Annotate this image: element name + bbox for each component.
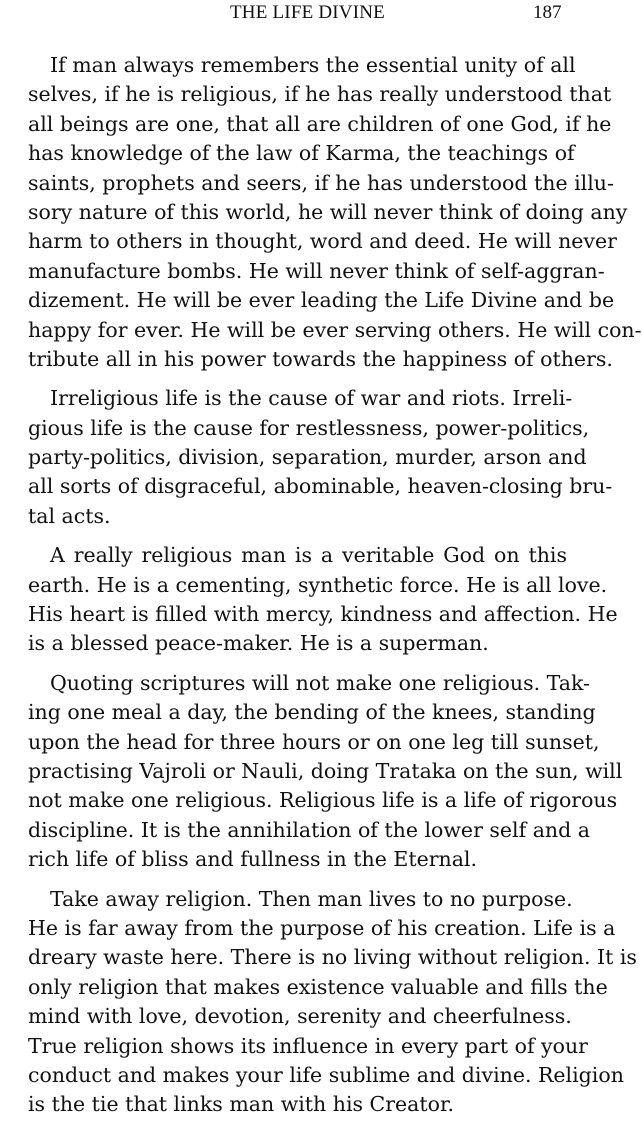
text-line: Irreligious life is the cause of war and riots. Irreli-	[50, 386, 573, 411]
text-line: selves, if he is religious, if he has really understood that	[28, 82, 612, 107]
body-text	[28, 51, 642, 1130]
text-line: party-politics, division, separation, murder, arson and	[28, 445, 587, 470]
text-line: tal acts.	[28, 503, 111, 528]
text-line: sory nature of this world, he will never think of doing any	[28, 199, 628, 224]
text-line: practising Vajroli or Nauli, doing Trataka on the sun, will	[28, 758, 623, 783]
text-line: gious life is the cause for restlessness, power-politics,	[28, 415, 590, 440]
text-line: If man always remembers the essential unity of all	[50, 53, 576, 77]
text-line: saints, prophets and seers, if he has understood the illu-	[28, 170, 614, 195]
text-line: only religion that makes existence valuable and fills the	[28, 974, 608, 999]
text-line: Take away religion. Then man lives to no purpose.	[50, 886, 573, 911]
text-line: True religion shows its influence in every part of your	[28, 1033, 588, 1058]
text-line: has knowledge of the law of Karma, the teachings of	[28, 141, 575, 166]
paragraph-1	[28, 51, 642, 374]
text-line: He is far away from the purpose of his creation. Life is a	[28, 915, 616, 940]
text-line: all sorts of disgraceful, abominable, heaven-closing bru-	[28, 474, 613, 499]
paragraph-2	[28, 384, 613, 531]
text-line: harm to others in thought, word and deed. He will never	[28, 229, 617, 254]
text-line: conduct and makes your life sublime and divine. Religion	[28, 1062, 624, 1087]
text-line: ing one meal a day, the bending of the knees, standing	[28, 700, 596, 725]
page-number: 187	[533, 2, 562, 23]
running-head	[0, 0, 600, 30]
text-line: happy for ever. He will be ever serving others. He will con-	[28, 317, 642, 342]
text-line: mind with love, devotion, serenity and cheerfulness.	[28, 1004, 572, 1029]
text-line: discipline. It is the annihilation of the lower self and a	[28, 817, 590, 842]
text-line: A really religious man is a veritable God on this	[50, 543, 567, 568]
text-line: upon the head for three hours or on one leg till sunset,	[28, 729, 600, 754]
text-line: dizement. He will be ever leading the Life Divine and be	[28, 288, 615, 313]
paragraph-3	[28, 541, 618, 659]
text-line: dreary waste here. There is no living without religion. It is	[28, 945, 637, 970]
running-title: THE LIFE DIVINE	[230, 2, 385, 23]
text-line: tribute all in his power towards the happiness of others.	[28, 346, 613, 371]
text-line: all beings are one, that all are children of one God, if he	[28, 111, 612, 136]
paragraph-5	[28, 885, 637, 1120]
text-line: manufacture bombs. He will never think of self-aggran-	[28, 258, 605, 283]
text-line: not make one religious. Religious life is a life of rigorous	[28, 788, 618, 813]
text-line: is a blessed peace-maker. He is a superman.	[28, 631, 489, 656]
paragraph-4	[28, 669, 623, 875]
text-line: earth. He is a cementing, synthetic force. He is all love.	[28, 572, 608, 597]
text-line: rich life of bliss and fullness in the Eternal.	[28, 847, 477, 872]
text-line: His heart is filled with mercy, kindness and affection. He	[28, 602, 618, 627]
text-line: is the tie that links man with his Creator.	[28, 1092, 455, 1117]
text-line: Quoting scriptures will not make one religious. Tak-	[50, 670, 590, 695]
